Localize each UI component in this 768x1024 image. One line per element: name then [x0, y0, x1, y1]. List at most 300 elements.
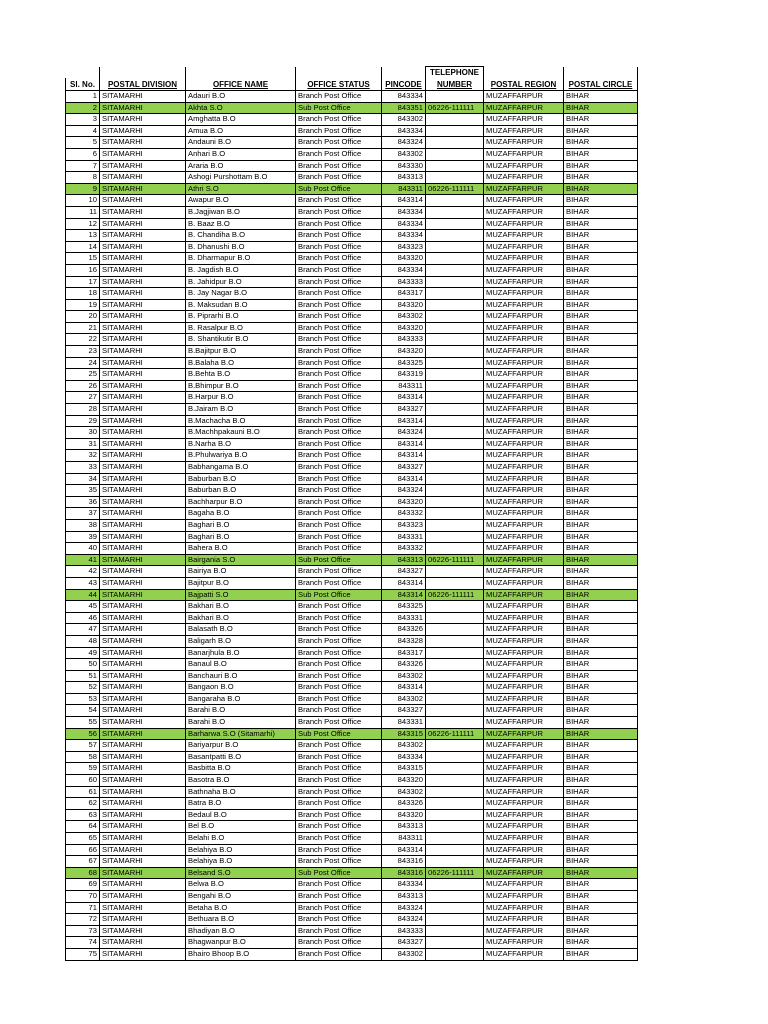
office-name-cell: Awapur B.O — [186, 195, 296, 207]
postal-circle-cell: BIHAR — [564, 473, 638, 485]
postal-region-cell: MUZAFFARPUR — [484, 241, 564, 253]
postal-region-cell: MUZAFFARPUR — [484, 438, 564, 450]
office-status-cell: Branch Post Office — [296, 160, 382, 172]
table-row — [66, 276, 638, 288]
sl-no-cell: 37 — [66, 508, 100, 520]
postal-division-cell: SITAMARHI — [100, 450, 186, 462]
table-row — [66, 380, 638, 392]
sl-no-cell: 75 — [66, 948, 100, 960]
telephone-cell — [426, 948, 484, 960]
postal-circle-cell: BIHAR — [564, 508, 638, 520]
postal-division-cell: SITAMARHI — [100, 925, 186, 937]
table-row — [66, 102, 638, 114]
postal-division-cell: SITAMARHI — [100, 844, 186, 856]
postal-division-cell: SITAMARHI — [100, 322, 186, 334]
pincode-cell: 843314 — [382, 682, 426, 694]
pincode-cell: 843302 — [382, 740, 426, 752]
postal-region-cell: MUZAFFARPUR — [484, 786, 564, 798]
postal-division-cell: SITAMARHI — [100, 415, 186, 427]
postal-region-cell: MUZAFFARPUR — [484, 798, 564, 810]
sl-no-cell: 58 — [66, 751, 100, 763]
telephone-cell — [426, 91, 484, 103]
postal-division-cell: SITAMARHI — [100, 740, 186, 752]
postal-region-cell: MUZAFFARPUR — [484, 543, 564, 555]
telephone-cell — [426, 241, 484, 253]
pincode-cell: 843314 — [382, 577, 426, 589]
telephone-cell — [426, 670, 484, 682]
postal-circle-cell: BIHAR — [564, 137, 638, 149]
postal-division-cell: SITAMARHI — [100, 230, 186, 242]
sl-no-cell: 51 — [66, 670, 100, 682]
postal-region-cell: MUZAFFARPUR — [484, 751, 564, 763]
office-status-cell: Branch Post Office — [296, 264, 382, 276]
sl-no-cell: 32 — [66, 450, 100, 462]
postal-division-cell: SITAMARHI — [100, 705, 186, 717]
postal-region-cell: MUZAFFARPUR — [484, 264, 564, 276]
pincode-cell: 843323 — [382, 241, 426, 253]
pincode-cell: 843302 — [382, 786, 426, 798]
office-status-cell: Branch Post Office — [296, 659, 382, 671]
postal-division-cell: SITAMARHI — [100, 148, 186, 160]
sl-no-cell: 53 — [66, 693, 100, 705]
office-name-cell: Andauni B.O — [186, 137, 296, 149]
postal-region-cell: MUZAFFARPUR — [484, 601, 564, 613]
table-row — [66, 473, 638, 485]
sl-no-cell: 1 — [66, 91, 100, 103]
office-status-cell: Branch Post Office — [296, 786, 382, 798]
postal-division-cell: SITAMARHI — [100, 821, 186, 833]
office-status-cell: Branch Post Office — [296, 508, 382, 520]
table-row — [66, 890, 638, 902]
table-row — [66, 693, 638, 705]
telephone-cell — [426, 137, 484, 149]
table-row — [66, 867, 638, 879]
postal-region-cell: MUZAFFARPUR — [484, 728, 564, 740]
sl-no-cell: 38 — [66, 519, 100, 531]
sl-no-cell: 56 — [66, 728, 100, 740]
postal-division-cell: SITAMARHI — [100, 798, 186, 810]
table-row — [66, 612, 638, 624]
postal-division-cell: SITAMARHI — [100, 566, 186, 578]
telephone-cell — [426, 577, 484, 589]
postal-division-cell: SITAMARHI — [100, 786, 186, 798]
postal-division-cell: SITAMARHI — [100, 299, 186, 311]
office-name-cell: Amghatta B.O — [186, 114, 296, 126]
sl-no-cell: 9 — [66, 183, 100, 195]
postal-division-cell: SITAMARHI — [100, 728, 186, 740]
postal-division-cell: SITAMARHI — [100, 763, 186, 775]
postal-division-cell: SITAMARHI — [100, 670, 186, 682]
pincode-cell: 843327 — [382, 566, 426, 578]
pincode-cell: 843314 — [382, 415, 426, 427]
office-name-cell: Bedaul B.O — [186, 809, 296, 821]
postal-region-cell: MUZAFFARPUR — [484, 647, 564, 659]
sl-no-cell: 35 — [66, 485, 100, 497]
telephone-cell — [426, 172, 484, 184]
postal-circle-cell: BIHAR — [564, 299, 638, 311]
postal-region-cell: MUZAFFARPUR — [484, 183, 564, 195]
office-status-cell: Branch Post Office — [296, 195, 382, 207]
pincode-cell: 843320 — [382, 496, 426, 508]
office-name-cell: Bakhari B.O — [186, 601, 296, 613]
telephone-cell — [426, 890, 484, 902]
table-row — [66, 438, 638, 450]
office-name-cell: Bahera B.O — [186, 543, 296, 555]
office-name-cell: B. Dhanushi B.O — [186, 241, 296, 253]
pincode-cell: 843316 — [382, 856, 426, 868]
sl-no-cell: 60 — [66, 775, 100, 787]
pincode-cell: 843326 — [382, 798, 426, 810]
header-telephone-number: NUMBER — [426, 78, 484, 91]
office-name-cell: Adauri B.O — [186, 91, 296, 103]
pincode-cell: 843331 — [382, 717, 426, 729]
postal-region-cell: MUZAFFARPUR — [484, 462, 564, 474]
office-name-cell: B.Narha B.O — [186, 438, 296, 450]
header-telephone-top: TELEPHONE — [426, 67, 484, 79]
pincode-cell: 843333 — [382, 925, 426, 937]
sl-no-cell: 72 — [66, 914, 100, 926]
table-row — [66, 357, 638, 369]
office-name-cell: B. Jay Nagar B.O — [186, 288, 296, 300]
sl-no-cell: 22 — [66, 334, 100, 346]
table-row — [66, 311, 638, 323]
office-status-cell: Branch Post Office — [296, 925, 382, 937]
postal-region-cell: MUZAFFARPUR — [484, 577, 564, 589]
table-row — [66, 647, 638, 659]
sl-no-cell: 52 — [66, 682, 100, 694]
sl-no-cell: 74 — [66, 937, 100, 949]
office-status-cell: Branch Post Office — [296, 322, 382, 334]
telephone-cell — [426, 427, 484, 439]
sl-no-cell: 6 — [66, 148, 100, 160]
sl-no-cell: 19 — [66, 299, 100, 311]
postal-region-cell: MUZAFFARPUR — [484, 693, 564, 705]
postal-circle-cell: BIHAR — [564, 450, 638, 462]
sl-no-cell: 2 — [66, 102, 100, 114]
telephone-cell — [426, 264, 484, 276]
table-row — [66, 659, 638, 671]
sl-no-cell: 73 — [66, 925, 100, 937]
telephone-cell — [426, 334, 484, 346]
office-name-cell: Athri S.O — [186, 183, 296, 195]
office-status-cell: Branch Post Office — [296, 241, 382, 253]
sl-no-cell: 28 — [66, 404, 100, 416]
postal-division-cell: SITAMARHI — [100, 253, 186, 265]
office-status-cell: Branch Post Office — [296, 751, 382, 763]
office-status-cell: Branch Post Office — [296, 114, 382, 126]
table-row — [66, 206, 638, 218]
postal-region-cell: MUZAFFARPUR — [484, 914, 564, 926]
office-status-cell: Sub Post Office — [296, 183, 382, 195]
pincode-cell: 843320 — [382, 253, 426, 265]
pincode-cell: 843325 — [382, 357, 426, 369]
postal-circle-cell: BIHAR — [564, 624, 638, 636]
pincode-cell: 843324 — [382, 902, 426, 914]
office-status-cell: Branch Post Office — [296, 369, 382, 381]
pincode-cell: 843333 — [382, 334, 426, 346]
office-status-cell: Branch Post Office — [296, 844, 382, 856]
postal-region-cell: MUZAFFARPUR — [484, 937, 564, 949]
telephone-cell — [426, 624, 484, 636]
office-name-cell: B.Balaha B.O — [186, 357, 296, 369]
office-name-cell: Ashogi Purshottam B.O — [186, 172, 296, 184]
postal-circle-cell: BIHAR — [564, 786, 638, 798]
postal-region-cell: MUZAFFARPUR — [484, 682, 564, 694]
office-status-cell: Branch Post Office — [296, 357, 382, 369]
office-status-cell: Branch Post Office — [296, 705, 382, 717]
sl-no-cell: 66 — [66, 844, 100, 856]
postal-division-cell: SITAMARHI — [100, 624, 186, 636]
postal-region-cell: MUZAFFARPUR — [484, 740, 564, 752]
postal-circle-cell: BIHAR — [564, 809, 638, 821]
pincode-cell: 843314 — [382, 195, 426, 207]
postal-division-cell: SITAMARHI — [100, 937, 186, 949]
office-name-cell: Banchauri B.O — [186, 670, 296, 682]
sl-no-cell: 36 — [66, 496, 100, 508]
table-row — [66, 543, 638, 555]
postal-division-cell: SITAMARHI — [100, 172, 186, 184]
table-row — [66, 775, 638, 787]
table-row — [66, 392, 638, 404]
postal-circle-cell: BIHAR — [564, 833, 638, 845]
sl-no-cell: 71 — [66, 902, 100, 914]
table-row — [66, 844, 638, 856]
sl-no-cell: 12 — [66, 218, 100, 230]
sl-no-cell: 46 — [66, 612, 100, 624]
postal-region-cell: MUZAFFARPUR — [484, 334, 564, 346]
postal-region-cell: MUZAFFARPUR — [484, 717, 564, 729]
telephone-cell — [426, 763, 484, 775]
office-name-cell: B.Machhpakauni B.O — [186, 427, 296, 439]
office-status-cell: Branch Post Office — [296, 404, 382, 416]
office-status-cell: Branch Post Office — [296, 450, 382, 462]
sl-no-cell: 55 — [66, 717, 100, 729]
postal-circle-cell: BIHAR — [564, 531, 638, 543]
postal-circle-cell: BIHAR — [564, 264, 638, 276]
sl-no-cell: 13 — [66, 230, 100, 242]
postal-region-cell: MUZAFFARPUR — [484, 102, 564, 114]
office-name-cell: B. Dharmapur B.O — [186, 253, 296, 265]
postal-circle-cell: BIHAR — [564, 763, 638, 775]
header-office-name: OFFICE NAME — [186, 78, 296, 91]
telephone-cell — [426, 253, 484, 265]
office-status-cell: Branch Post Office — [296, 299, 382, 311]
sl-no-cell: 21 — [66, 322, 100, 334]
postal-region-cell: MUZAFFARPUR — [484, 380, 564, 392]
office-status-cell: Branch Post Office — [296, 276, 382, 288]
postal-circle-cell: BIHAR — [564, 172, 638, 184]
sl-no-cell: 40 — [66, 543, 100, 555]
pincode-cell: 843332 — [382, 543, 426, 555]
postal-division-cell: SITAMARHI — [100, 531, 186, 543]
postal-division-cell: SITAMARHI — [100, 357, 186, 369]
postal-division-cell: SITAMARHI — [100, 543, 186, 555]
office-status-cell: Branch Post Office — [296, 206, 382, 218]
pincode-cell: 843331 — [382, 531, 426, 543]
postal-division-cell: SITAMARHI — [100, 612, 186, 624]
office-name-cell: Baburban B.O — [186, 485, 296, 497]
telephone-cell — [426, 357, 484, 369]
postal-circle-cell: BIHAR — [564, 230, 638, 242]
pincode-cell: 843334 — [382, 206, 426, 218]
postal-circle-cell: BIHAR — [564, 462, 638, 474]
office-name-cell: Bangaon B.O — [186, 682, 296, 694]
telephone-cell — [426, 496, 484, 508]
postal-division-cell: SITAMARHI — [100, 717, 186, 729]
sl-no-cell: 54 — [66, 705, 100, 717]
sl-no-cell: 42 — [66, 566, 100, 578]
office-name-cell: B.Jagjiwan B.O — [186, 206, 296, 218]
postal-circle-cell: BIHAR — [564, 577, 638, 589]
office-name-cell: Baligarh B.O — [186, 635, 296, 647]
office-name-cell: Barahi B.O — [186, 705, 296, 717]
sl-no-cell: 45 — [66, 601, 100, 613]
office-status-cell: Branch Post Office — [296, 334, 382, 346]
office-name-cell: Baghari B.O — [186, 519, 296, 531]
office-status-cell: Branch Post Office — [296, 253, 382, 265]
telephone-cell — [426, 879, 484, 891]
office-status-cell: Branch Post Office — [296, 902, 382, 914]
telephone-cell — [426, 914, 484, 926]
table-row — [66, 798, 638, 810]
postal-division-cell: SITAMARHI — [100, 195, 186, 207]
table-row — [66, 937, 638, 949]
telephone-cell — [426, 809, 484, 821]
office-status-cell: Branch Post Office — [296, 821, 382, 833]
postal-division-cell: SITAMARHI — [100, 311, 186, 323]
table-row — [66, 554, 638, 566]
postal-region-cell: MUZAFFARPUR — [484, 809, 564, 821]
postal-division-cell: SITAMARHI — [100, 473, 186, 485]
office-status-cell: Branch Post Office — [296, 914, 382, 926]
pincode-cell: 843351 — [382, 102, 426, 114]
postal-circle-cell: BIHAR — [564, 114, 638, 126]
postal-circle-cell: BIHAR — [564, 392, 638, 404]
office-name-cell: Bethuara B.O — [186, 914, 296, 926]
postal-circle-cell: BIHAR — [564, 879, 638, 891]
telephone-cell — [426, 276, 484, 288]
postal-division-cell: SITAMARHI — [100, 833, 186, 845]
postal-circle-cell: BIHAR — [564, 682, 638, 694]
postal-division-cell: SITAMARHI — [100, 635, 186, 647]
telephone-cell — [426, 833, 484, 845]
telephone-cell — [426, 206, 484, 218]
office-status-cell: Branch Post Office — [296, 833, 382, 845]
table-row — [66, 160, 638, 172]
pincode-cell: 843302 — [382, 114, 426, 126]
pincode-cell: 843313 — [382, 554, 426, 566]
table-row — [66, 682, 638, 694]
pincode-cell: 843314 — [382, 589, 426, 601]
office-name-cell: B. Baaz B.O — [186, 218, 296, 230]
telephone-cell: 06226-111111 — [426, 183, 484, 195]
postal-circle-cell: BIHAR — [564, 311, 638, 323]
office-name-cell: Balasath B.O — [186, 624, 296, 636]
table-row — [66, 786, 638, 798]
table-row — [66, 902, 638, 914]
office-name-cell: Bagaha B.O — [186, 508, 296, 520]
sl-no-cell: 10 — [66, 195, 100, 207]
postal-circle-cell: BIHAR — [564, 241, 638, 253]
sl-no-cell: 63 — [66, 809, 100, 821]
sl-no-cell: 39 — [66, 531, 100, 543]
postal-circle-cell: BIHAR — [564, 253, 638, 265]
telephone-cell — [426, 485, 484, 497]
office-name-cell: Belahi B.O — [186, 833, 296, 845]
postal-region-cell: MUZAFFARPUR — [484, 902, 564, 914]
telephone-cell — [426, 775, 484, 787]
pincode-cell: 843314 — [382, 473, 426, 485]
pincode-cell: 843331 — [382, 612, 426, 624]
pincode-cell: 843320 — [382, 346, 426, 358]
postal-division-cell: SITAMARHI — [100, 206, 186, 218]
office-status-cell: Branch Post Office — [296, 218, 382, 230]
office-status-cell: Branch Post Office — [296, 230, 382, 242]
postal-circle-cell: BIHAR — [564, 798, 638, 810]
sl-no-cell: 44 — [66, 589, 100, 601]
office-status-cell: Branch Post Office — [296, 566, 382, 578]
postal-region-cell: MUZAFFARPUR — [484, 844, 564, 856]
pincode-cell: 843311 — [382, 380, 426, 392]
office-status-cell: Branch Post Office — [296, 763, 382, 775]
telephone-cell — [426, 230, 484, 242]
telephone-cell — [426, 322, 484, 334]
postal-region-cell: MUZAFFARPUR — [484, 288, 564, 300]
postal-circle-cell: BIHAR — [564, 925, 638, 937]
postal-region-cell: MUZAFFARPUR — [484, 624, 564, 636]
pincode-cell: 843315 — [382, 763, 426, 775]
office-status-cell: Branch Post Office — [296, 148, 382, 160]
office-name-cell: Bachharpur B.O — [186, 496, 296, 508]
postal-circle-cell: BIHAR — [564, 601, 638, 613]
table-row — [66, 427, 638, 439]
office-name-cell: Amua B.O — [186, 125, 296, 137]
pincode-cell: 843327 — [382, 462, 426, 474]
sl-no-cell: 17 — [66, 276, 100, 288]
postal-circle-cell: BIHAR — [564, 635, 638, 647]
pincode-cell: 843326 — [382, 659, 426, 671]
sl-no-cell: 67 — [66, 856, 100, 868]
table-row — [66, 241, 638, 253]
header-postal-division: POSTAL DIVISION — [100, 78, 186, 91]
postal-region-cell: MUZAFFARPUR — [484, 856, 564, 868]
office-status-cell: Branch Post Office — [296, 125, 382, 137]
office-status-cell: Branch Post Office — [296, 496, 382, 508]
office-name-cell: Basotra B.O — [186, 775, 296, 787]
telephone-cell — [426, 798, 484, 810]
table-row — [66, 705, 638, 717]
table-header — [66, 67, 638, 91]
postal-region-cell: MUZAFFARPUR — [484, 404, 564, 416]
office-name-cell: Araria B.O — [186, 160, 296, 172]
postal-circle-cell: BIHAR — [564, 195, 638, 207]
postal-circle-cell: BIHAR — [564, 543, 638, 555]
postal-region-cell: MUZAFFARPUR — [484, 114, 564, 126]
pincode-cell: 843333 — [382, 276, 426, 288]
office-status-cell: Sub Post Office — [296, 554, 382, 566]
postal-region-cell: MUZAFFARPUR — [484, 357, 564, 369]
table-row — [66, 369, 638, 381]
telephone-cell — [426, 566, 484, 578]
postal-region-cell: MUZAFFARPUR — [484, 670, 564, 682]
telephone-cell: 06226-111111 — [426, 867, 484, 879]
telephone-cell — [426, 288, 484, 300]
table-row — [66, 728, 638, 740]
postal-region-cell: MUZAFFARPUR — [484, 821, 564, 833]
pincode-cell: 843330 — [382, 160, 426, 172]
office-status-cell: Branch Post Office — [296, 392, 382, 404]
office-name-cell: B.Phulwariya B.O — [186, 450, 296, 462]
